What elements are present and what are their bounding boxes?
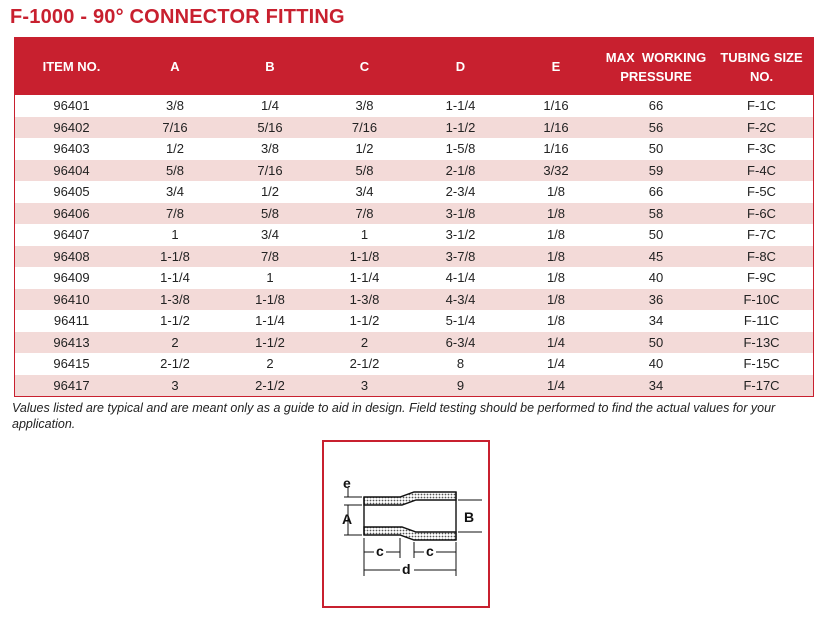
cell-b: 3/4: [222, 224, 318, 246]
table-row: [15, 138, 813, 160]
cell-b: 2: [222, 353, 318, 375]
cell-c: 1/2: [318, 138, 411, 160]
cell-item: 96408: [15, 246, 128, 268]
table-row: [15, 267, 813, 289]
cell-e: 1/4: [510, 332, 602, 354]
label-e: e: [343, 475, 351, 491]
cell-item: 96409: [15, 267, 128, 289]
label-b: B: [464, 509, 475, 525]
fitting-diagram-svg: [324, 442, 488, 606]
cell-c: 1-1/8: [318, 246, 411, 268]
specs-table: [14, 37, 814, 397]
fitting-upper-wall: [364, 492, 456, 505]
table-row: [15, 117, 813, 139]
cell-d: 6-3/4: [411, 332, 510, 354]
table-row: [15, 203, 813, 225]
cell-e: 1/8: [510, 289, 602, 311]
cell-tubing: F-9C: [710, 267, 813, 289]
cell-c: 1-3/8: [318, 289, 411, 311]
cell-e: 1/4: [510, 375, 602, 397]
table-row: [15, 310, 813, 332]
header-pressure-line1: MAX WORKING: [605, 49, 707, 65]
cell-item: 96407: [15, 224, 128, 246]
cell-pressure: 58: [602, 203, 710, 225]
cell-pressure: 56: [602, 117, 710, 139]
cell-d: 5-1/4: [411, 310, 510, 332]
cell-d: 3-7/8: [411, 246, 510, 268]
cell-a: 2-1/2: [128, 353, 222, 375]
cell-item: 96405: [15, 181, 128, 203]
cell-e: 1/16: [510, 117, 602, 139]
page-title: F-1000 - 90° CONNECTOR FITTING: [10, 6, 345, 28]
cell-a: 5/8: [128, 160, 222, 182]
cell-d: 1-1/2: [411, 117, 510, 139]
cell-d: 4-3/4: [411, 289, 510, 311]
cell-pressure: 34: [602, 375, 710, 397]
cell-pressure: 36: [602, 289, 710, 311]
cell-tubing: F-17C: [710, 375, 813, 397]
header-d: D: [411, 38, 510, 95]
table-row: [15, 95, 813, 117]
label-c-left: c: [376, 543, 384, 559]
cell-pressure: 45: [602, 246, 710, 268]
cell-item: 96401: [15, 95, 128, 117]
table-header-row: [15, 38, 813, 95]
table-row: [15, 181, 813, 203]
cell-b: 1-1/2: [222, 332, 318, 354]
cell-d: 2-3/4: [411, 181, 510, 203]
cell-b: 1/2: [222, 181, 318, 203]
cell-d: 1-1/4: [411, 95, 510, 117]
table-row: [15, 289, 813, 311]
header-tubing-line1: TUBING SIZE: [720, 49, 803, 65]
cell-d: 1-5/8: [411, 138, 510, 160]
cell-b: 1/4: [222, 95, 318, 117]
cell-pressure: 66: [602, 181, 710, 203]
cell-a: 1/2: [128, 138, 222, 160]
cell-b: 5/16: [222, 117, 318, 139]
label-c-right: c: [426, 543, 434, 559]
cell-a: 7/16: [128, 117, 222, 139]
cell-d: 4-1/4: [411, 267, 510, 289]
fitting-diagram: [322, 440, 490, 608]
cell-a: 3/8: [128, 95, 222, 117]
cell-e: 1/8: [510, 203, 602, 225]
label-a: A: [342, 511, 353, 527]
cell-e: 1/8: [510, 267, 602, 289]
header-item-no: ITEM NO.: [15, 38, 128, 95]
header-c: C: [318, 38, 411, 95]
table-row: [15, 332, 813, 354]
table-body: [15, 95, 813, 396]
cell-e: 1/8: [510, 181, 602, 203]
cell-e: 1/8: [510, 310, 602, 332]
cell-b: 1-1/8: [222, 289, 318, 311]
cell-a: 1-1/2: [128, 310, 222, 332]
cell-c: 3: [318, 375, 411, 397]
header-a: A: [128, 38, 222, 95]
cell-tubing: F-11C: [710, 310, 813, 332]
cell-a: 1: [128, 224, 222, 246]
cell-d: 3-1/8: [411, 203, 510, 225]
cell-pressure: 59: [602, 160, 710, 182]
header-tubing-line2: NO.: [749, 68, 774, 84]
cell-c: 7/8: [318, 203, 411, 225]
table-row: [15, 246, 813, 268]
cell-a: 1-1/8: [128, 246, 222, 268]
cell-pressure: 66: [602, 95, 710, 117]
cell-c: 3/4: [318, 181, 411, 203]
cell-pressure: 50: [602, 224, 710, 246]
cell-item: 96413: [15, 332, 128, 354]
cell-c: 3/8: [318, 95, 411, 117]
cell-e: 1/8: [510, 224, 602, 246]
cell-item: 96415: [15, 353, 128, 375]
cell-a: 2: [128, 332, 222, 354]
cell-e: 1/4: [510, 353, 602, 375]
cell-a: 1-1/4: [128, 267, 222, 289]
cell-tubing: F-15C: [710, 353, 813, 375]
cell-b: 2-1/2: [222, 375, 318, 397]
cell-tubing: F-6C: [710, 203, 813, 225]
cell-c: 2: [318, 332, 411, 354]
cell-tubing: F-3C: [710, 138, 813, 160]
cell-a: 7/8: [128, 203, 222, 225]
cell-a: 3: [128, 375, 222, 397]
cell-d: 3-1/2: [411, 224, 510, 246]
cell-tubing: F-10C: [710, 289, 813, 311]
cell-tubing: F-8C: [710, 246, 813, 268]
cell-e: 1/16: [510, 95, 602, 117]
cell-b: 7/16: [222, 160, 318, 182]
cell-tubing: F-13C: [710, 332, 813, 354]
cell-b: 1-1/4: [222, 310, 318, 332]
cell-a: 3/4: [128, 181, 222, 203]
cell-d: 8: [411, 353, 510, 375]
cell-b: 3/8: [222, 138, 318, 160]
cell-tubing: F-1C: [710, 95, 813, 117]
header-b: B: [222, 38, 318, 95]
cell-tubing: F-5C: [710, 181, 813, 203]
header-e: E: [510, 38, 602, 95]
cell-b: 7/8: [222, 246, 318, 268]
table-row: [15, 353, 813, 375]
cell-item: 96402: [15, 117, 128, 139]
disclaimer-note: Values listed are typical and are meant only as a guide to aid in design. Field testing should be performed to find the actual values for your application.: [12, 401, 776, 431]
cell-d: 9: [411, 375, 510, 397]
cell-c: 5/8: [318, 160, 411, 182]
cell-tubing: F-4C: [710, 160, 813, 182]
cell-a: 1-3/8: [128, 289, 222, 311]
cell-item: 96404: [15, 160, 128, 182]
cell-item: 96411: [15, 310, 128, 332]
table-row: [15, 375, 813, 397]
table-row: [15, 160, 813, 182]
label-d: d: [402, 561, 411, 577]
cell-e: 1/16: [510, 138, 602, 160]
cell-c: 1: [318, 224, 411, 246]
cell-c: 7/16: [318, 117, 411, 139]
cell-b: 1: [222, 267, 318, 289]
cell-tubing: F-2C: [710, 117, 813, 139]
header-tubing-size: [710, 38, 813, 95]
cell-d: 2-1/8: [411, 160, 510, 182]
cell-c: 1-1/4: [318, 267, 411, 289]
cell-pressure: 40: [602, 353, 710, 375]
header-max-working-pressure: [602, 38, 710, 95]
cell-tubing: F-7C: [710, 224, 813, 246]
table-row: [15, 224, 813, 246]
cell-b: 5/8: [222, 203, 318, 225]
cell-item: 96406: [15, 203, 128, 225]
cell-pressure: 40: [602, 267, 710, 289]
fitting-lower-wall: [364, 527, 456, 540]
cell-c: 1-1/2: [318, 310, 411, 332]
cell-e: 1/8: [510, 246, 602, 268]
cell-item: 96410: [15, 289, 128, 311]
cell-item: 96403: [15, 138, 128, 160]
cell-pressure: 34: [602, 310, 710, 332]
cell-item: 96417: [15, 375, 128, 397]
cell-e: 3/32: [510, 160, 602, 182]
cell-pressure: 50: [602, 138, 710, 160]
cell-pressure: 50: [602, 332, 710, 354]
header-pressure-line2: PRESSURE: [620, 68, 692, 84]
cell-c: 2-1/2: [318, 353, 411, 375]
